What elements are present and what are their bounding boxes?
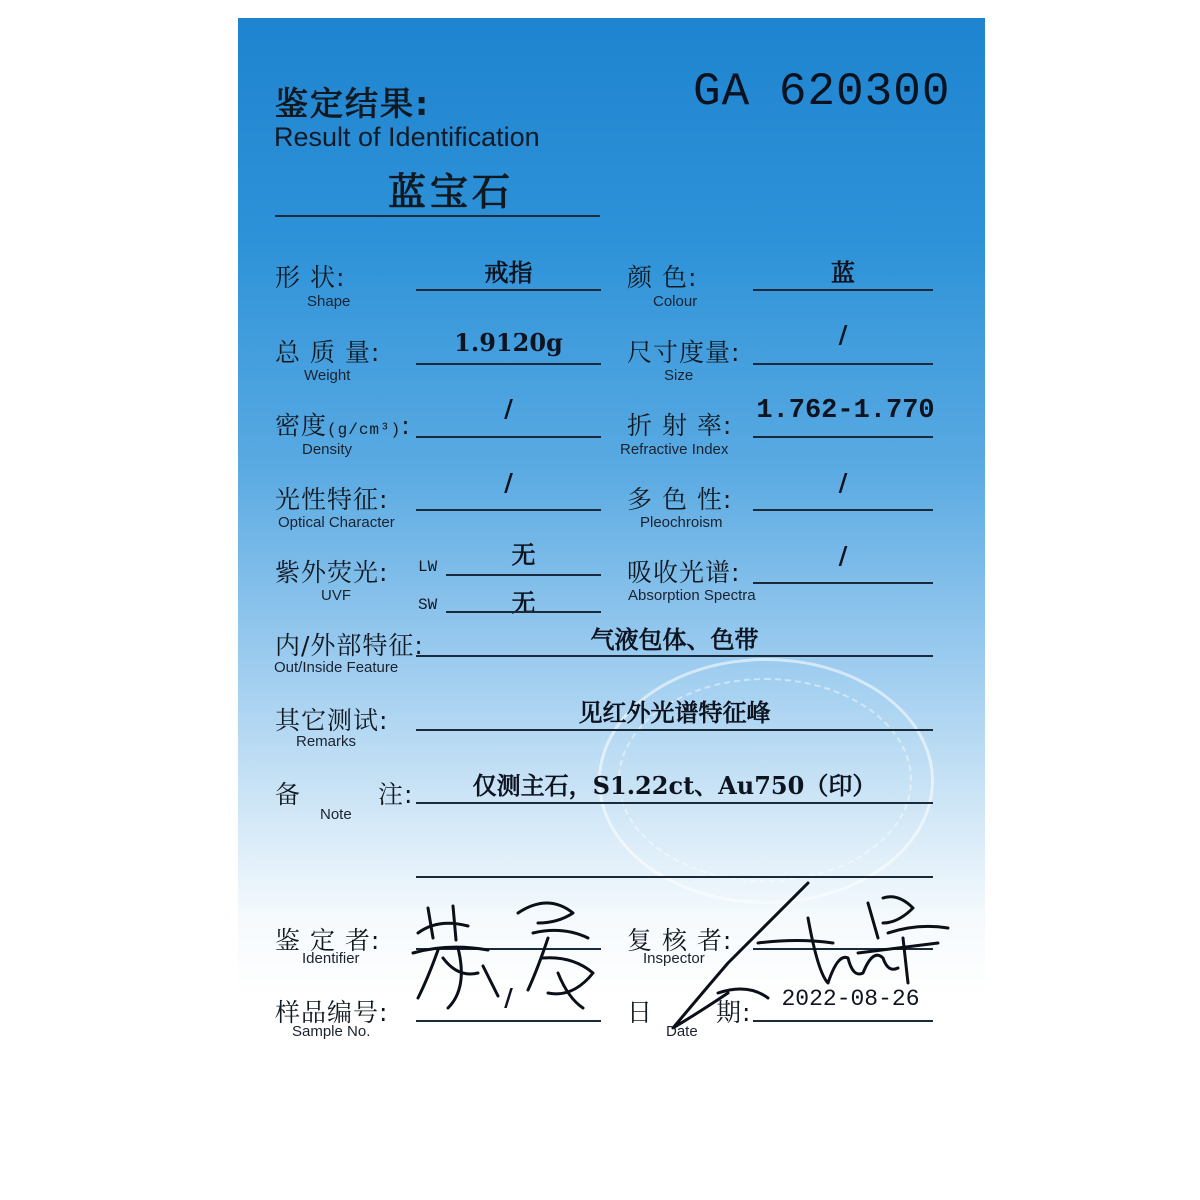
uvf-lw-label: LW <box>418 558 438 576</box>
density-label-text: 密度 <box>275 411 328 440</box>
pleochroism-label-en: Pleochroism <box>640 514 723 531</box>
inspector-signature <box>658 863 958 1038</box>
uvf-sw-underline <box>446 611 601 613</box>
feature-value: 气液包体、色带 <box>590 625 759 654</box>
pleochroism-underline <box>753 509 933 511</box>
optical-underline <box>416 509 601 511</box>
inspector-label-en: Inspector <box>643 950 705 967</box>
optical-value: / <box>504 468 513 497</box>
uvf-label-en: UVF <box>321 587 351 604</box>
sample-value: / <box>504 983 513 1012</box>
remarks-label-en: Remarks <box>296 733 357 750</box>
feature-underline <box>416 655 933 657</box>
title-chinese: 鉴定结果: <box>275 84 431 123</box>
shape-underline <box>416 289 601 291</box>
size-label-en: Size <box>664 367 694 384</box>
refractive-value: 1.762-1.770 <box>756 396 935 426</box>
absorption-underline <box>753 582 933 584</box>
sample-label-cn: 样品编号: <box>275 998 389 1027</box>
feature-label-cn: 内/外部特征: <box>275 631 424 660</box>
uvf-sw-label: SW <box>418 596 438 614</box>
remarks-label-cn: 其它测试: <box>275 706 389 735</box>
density-label-cn <box>275 406 411 442</box>
density-colon: : <box>401 411 411 440</box>
identification-card <box>238 18 985 1118</box>
size-value: / <box>838 320 848 349</box>
colour-label-en: Colour <box>653 293 698 310</box>
optical-label-cn: 光性特征: <box>275 485 389 514</box>
weight-label-en: Weight <box>304 367 351 384</box>
identification-result: 蓝宝石 <box>388 170 515 214</box>
optical-label-en: Optical Character <box>278 514 395 531</box>
absorption-label-cn: 吸收光谱: <box>627 558 741 587</box>
weight-underline <box>416 363 601 365</box>
inspector-label-cn: 复 核 者: <box>627 926 733 955</box>
certificate-number: GA 620300 <box>693 66 951 118</box>
density-value: / <box>504 394 513 423</box>
absorption-value: / <box>838 541 848 570</box>
absorption-label-en: Absorption Spectra <box>628 587 756 604</box>
remarks-value: 见红外光谱特征峰 <box>578 698 771 727</box>
date-label-cn-a: 日 <box>627 998 654 1027</box>
pleochroism-value: / <box>838 468 848 497</box>
result-underline <box>275 215 600 217</box>
colour-value: 蓝 <box>831 258 855 287</box>
sample-underline <box>416 1020 601 1022</box>
note-label-en: Note <box>320 806 352 823</box>
uvf-lw-underline <box>446 574 601 576</box>
feature-label-en: Out/Inside Feature <box>274 659 399 676</box>
refractive-underline <box>753 436 933 438</box>
note-value: 仅测主石，S1.22ct、Au750（印） <box>472 771 877 800</box>
identifier-label-cn: 鉴 定 者: <box>275 926 381 955</box>
shape-value: 戒指 <box>484 258 533 287</box>
weight-value: 1.9120g <box>454 328 563 357</box>
size-label-cn: 尺寸度量: <box>627 338 741 367</box>
weight-label-cn: 总 质 量: <box>275 338 381 367</box>
shape-label-cn: 形 状: <box>275 263 346 292</box>
refractive-label-cn: 折 射 率: <box>627 411 733 440</box>
colour-underline <box>753 289 933 291</box>
date-value: 2022-08-26 <box>781 986 920 1012</box>
uvf-sw-value: 无 <box>511 588 536 617</box>
note-label-cn-b: 注: <box>378 780 414 809</box>
density-underline <box>416 436 601 438</box>
sample-label-en: Sample No. <box>292 1023 371 1040</box>
refractive-label-en: Refractive Index <box>620 441 729 458</box>
title-english: Result of Identification <box>274 122 540 152</box>
identifier-label-en: Identifier <box>302 950 360 967</box>
date-label-en: Date <box>666 1023 698 1040</box>
density-label-en: Density <box>302 441 353 458</box>
uvf-lw-value: 无 <box>511 540 536 569</box>
uvf-label-cn: 紫外荧光: <box>275 558 389 587</box>
density-unit: (g/cm³) <box>327 421 402 439</box>
pleochroism-label-cn: 多 色 性: <box>627 485 733 514</box>
note-label-cn-a: 备 <box>275 780 302 809</box>
shape-label-en: Shape <box>307 293 351 310</box>
date-label-cn-b: 期: <box>716 998 752 1027</box>
size-underline <box>753 363 933 365</box>
colour-label-cn: 颜 色: <box>627 263 698 292</box>
note-underline <box>416 802 933 804</box>
identifier-signature <box>398 878 618 1018</box>
remarks-underline <box>416 729 933 731</box>
